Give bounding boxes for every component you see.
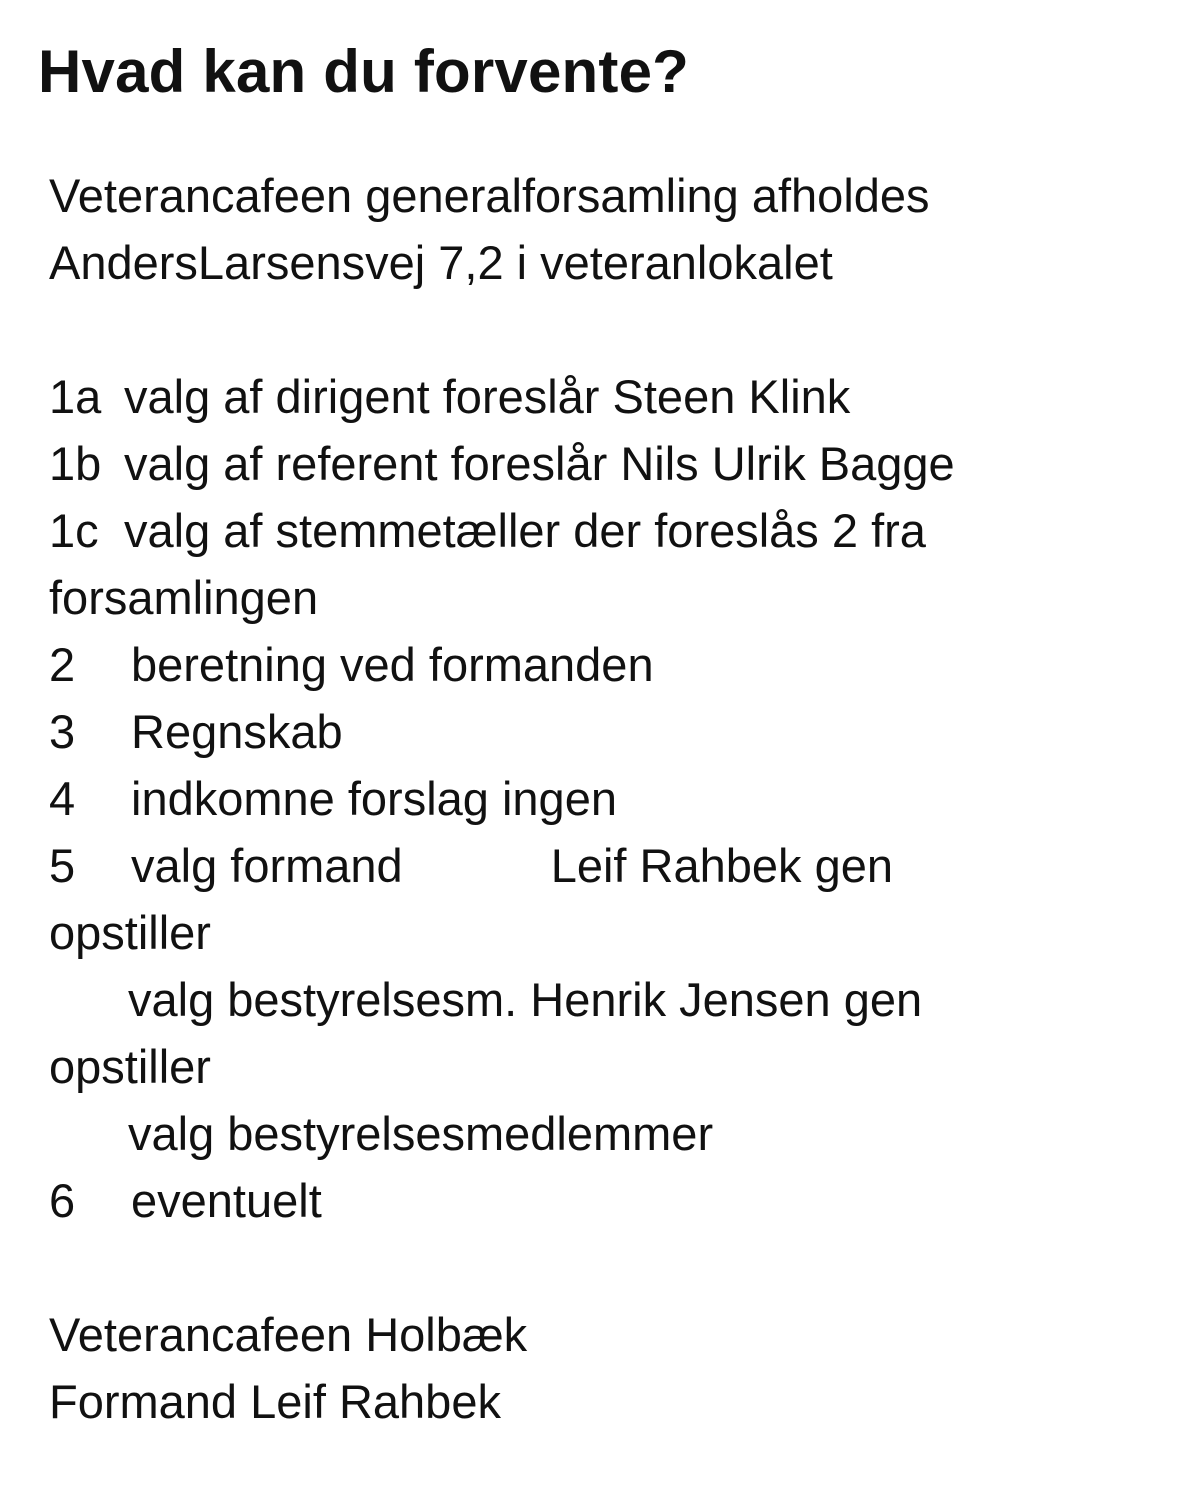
page-title: Hvad kan du forvente? (38, 38, 689, 105)
agenda-text: beretning ved formanden (131, 638, 654, 691)
agenda-number: 1c (49, 504, 99, 557)
agenda-item-1b (49, 430, 1149, 497)
agenda-text: indkomne forslag ingen (131, 772, 617, 825)
agenda-text: Regnskab (131, 705, 343, 758)
agenda-number: 1a (49, 370, 102, 423)
agenda-text: valg af stemmetæller der foreslås 2 fra (124, 504, 926, 557)
agenda-item-3 (49, 698, 1149, 765)
agenda-number: 1b (49, 437, 102, 490)
announcement-body (49, 162, 1149, 1435)
agenda-text-right: Leif Rahbek gen (550, 839, 894, 892)
agenda-item-1c (49, 497, 1149, 564)
agenda-continuation: opstiller (49, 1040, 211, 1093)
agenda-number: 4 (49, 772, 76, 825)
agenda-number: 3 (49, 705, 76, 758)
agenda-subitem (49, 966, 1149, 1033)
agenda-number: 6 (49, 1174, 76, 1227)
signature-org: Veterancafeen Holbæk (49, 1308, 528, 1361)
agenda-text: valg af referent foreslår Nils Ulrik Bagge (124, 437, 955, 490)
agenda-subitem (49, 1100, 1149, 1167)
agenda-item-4 (49, 765, 1149, 832)
agenda-number: 2 (49, 638, 76, 691)
agenda-item-5 (49, 832, 1149, 899)
agenda-text: valg bestyrelsesm. Henrik Jensen gen (128, 973, 923, 1026)
signature-chair: Formand Leif Rahbek (49, 1375, 501, 1428)
agenda-number: 5 (49, 839, 76, 892)
agenda-text: valg bestyrelsesmedlemmer (128, 1107, 714, 1160)
agenda-text: valg formand (131, 839, 403, 892)
spacer (49, 296, 1149, 363)
intro-line: Veterancafeen generalforsamling afholdes (49, 169, 930, 222)
agenda-item-6 (49, 1167, 1149, 1234)
agenda-text: valg af dirigent foreslår Steen Klink (124, 370, 851, 423)
intro-line: AndersLarsensvej 7,2 i veteranlokalet (49, 236, 833, 289)
agenda-item-1a (49, 363, 1149, 430)
spacer (49, 1234, 1149, 1301)
agenda-item-2 (49, 631, 1149, 698)
agenda-text: eventuelt (131, 1174, 322, 1227)
agenda-continuation: opstiller (49, 906, 211, 959)
agenda-continuation: forsamlingen (49, 571, 319, 624)
